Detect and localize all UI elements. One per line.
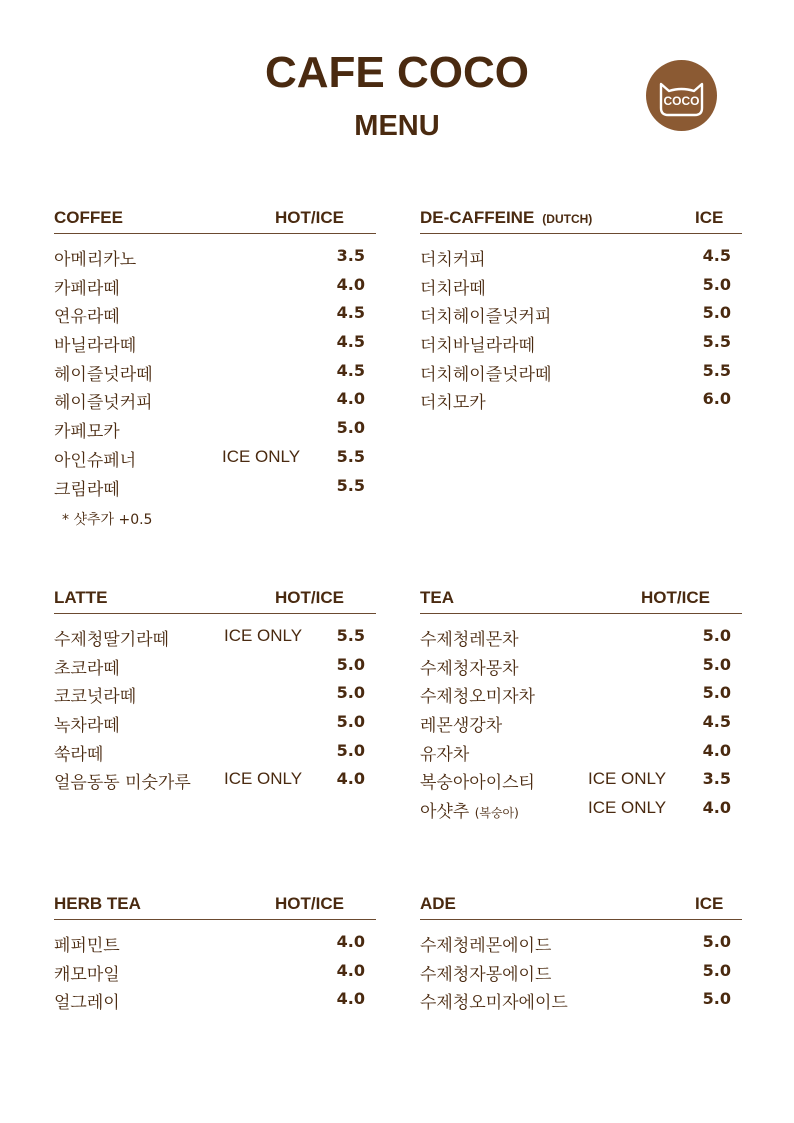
ice-only-note: ICE ONLY — [588, 769, 667, 789]
menu-subtitle: MENU — [354, 110, 440, 142]
menu-item: 더치헤이즐넛라떼 5.5 — [420, 360, 731, 385]
menu-item: 더치커피 4.5 — [420, 246, 731, 270]
ade-section — [420, 891, 742, 1015]
menu-item: 더치모카 6.0 — [420, 389, 731, 414]
herb-tea-header — [54, 891, 376, 920]
menu-item: 녹차라떼 5.0 — [54, 712, 365, 737]
latte-section — [54, 585, 376, 795]
menu-item: 더치라떼 5.0 — [420, 274, 731, 299]
menu-title: CAFE COCO — [265, 48, 529, 97]
latte-mode: HOT/ICE — [275, 588, 344, 607]
herb-tea-mode: HOT/ICE — [275, 894, 344, 913]
menu-item: 더치헤이즐넛커피 5.0 — [420, 303, 731, 328]
menu-item: 수제청딸기라떼 ICE ONLY 5.5 — [54, 626, 365, 650]
menu-item: 페퍼민트 4.0 — [54, 932, 365, 956]
ice-only-note: ICE ONLY — [222, 446, 301, 466]
menu-item: 아메리카노 3.5 — [54, 246, 365, 270]
decaf-mode: ICE — [695, 208, 724, 227]
menu-item: 연유라떼 4.5 — [54, 303, 365, 328]
menu-item: 초코라떼 5.0 — [54, 654, 365, 679]
coffee-mode: HOT/ICE — [275, 208, 344, 227]
menu-item: 수제청자몽에이드 5.0 — [420, 960, 731, 985]
decaf-subtitle: (DUTCH) — [542, 212, 593, 226]
menu-item: 헤이즐넛라떼 4.5 — [54, 360, 365, 385]
tea-mode: HOT/ICE — [641, 588, 710, 607]
coffee-section — [54, 205, 376, 501]
menu-item: 크림라떼 5.5 — [54, 475, 365, 500]
latte-header — [54, 585, 376, 614]
menu-item: 캐모마일 4.0 — [54, 960, 365, 985]
tea-header — [420, 585, 742, 614]
menu-item: 복숭아아이스티 ICE ONLY 3.5 — [420, 769, 731, 794]
menu-item: 수제청레몬에이드 5.0 — [420, 932, 731, 956]
menu-item: 쑥라떼 5.0 — [54, 740, 365, 765]
ice-only-note: ICE ONLY — [588, 798, 667, 818]
ice-only-note: ICE ONLY — [224, 769, 303, 789]
decaf-title: DE-CAFFEINE — [420, 208, 535, 227]
ade-header — [420, 891, 742, 920]
menu-item: 얼그레이 4.0 — [54, 989, 365, 1014]
menu-item: 아샷추 (복숭아) ICE ONLY 4.0 — [420, 798, 731, 823]
menu-item: 유자차 4.0 — [420, 740, 731, 765]
menu-item: 레몬생강차 4.5 — [420, 712, 731, 737]
cafe-logo-icon — [646, 60, 717, 131]
menu-item: 카페모카 5.0 — [54, 418, 365, 443]
ade-mode: ICE — [695, 894, 724, 913]
menu-item: 수제청오미자차 5.0 — [420, 683, 731, 708]
menu-item: 얼음동동 미숫가루 ICE ONLY 4.0 — [54, 769, 365, 794]
menu-item: 수제청레몬차 5.0 — [420, 626, 731, 650]
ade-title: ADE — [420, 894, 456, 913]
item-note-small: (복숭아) — [474, 806, 519, 821]
coffee-title: COFFEE — [54, 208, 123, 227]
coffee-header — [54, 205, 376, 234]
herb-tea-title: HERB TEA — [54, 894, 141, 913]
decaf-header — [420, 205, 742, 234]
menu-item: 아인슈페너 ICE ONLY 5.5 — [54, 446, 365, 471]
menu-item: 바닐라라떼 4.5 — [54, 332, 365, 357]
latte-title: LATTE — [54, 588, 108, 607]
ice-only-note: ICE ONLY — [224, 626, 303, 645]
menu-item: 헤이즐넛커피 4.0 — [54, 389, 365, 414]
tea-section — [420, 585, 742, 824]
svg-text:COCO: COCO — [663, 94, 700, 108]
menu-item: 수제청오미자에이드 5.0 — [420, 989, 731, 1014]
menu-item: 수제청자몽차 5.0 — [420, 654, 731, 679]
menu-item: 더치바닐라라떼 5.5 — [420, 332, 731, 357]
coffee-footnote: * 샷추가 +0.5 — [62, 512, 153, 528]
decaf-section — [420, 205, 742, 415]
tea-title: TEA — [420, 588, 454, 607]
menu-item: 코코넛라떼 5.0 — [54, 683, 365, 708]
menu-item: 카페라떼 4.0 — [54, 274, 365, 299]
herb-tea-section — [54, 891, 376, 1015]
